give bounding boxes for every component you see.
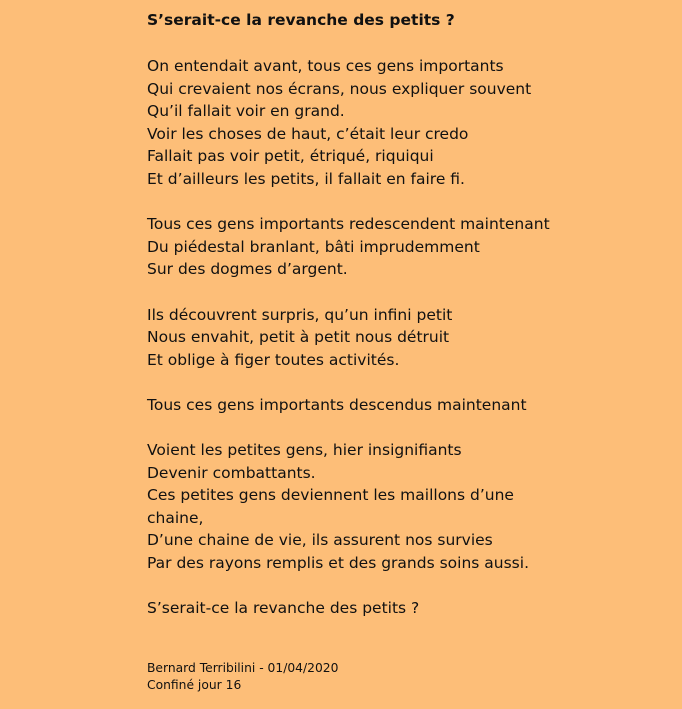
poem-line: Par des rayons remplis et des grands soins aussi.: [147, 554, 529, 573]
poem-line: Sur des dogmes d’argent.: [147, 260, 348, 279]
poem-line: Nous envahit, petit à petit nous détruit: [147, 328, 450, 347]
stanza-6: [147, 597, 667, 620]
poem-line: D’une chaine de vie, ils assurent nos survies: [147, 531, 493, 550]
poem-line: Qu’il fallait voir en grand.: [147, 102, 345, 121]
confinement-note: Confiné jour 16: [147, 678, 242, 692]
poem-line: Et oblige à figer toutes activités.: [147, 350, 400, 369]
stanza-gap: [147, 417, 667, 440]
signature: [147, 660, 338, 694]
author-date: Bernard Terribilini - 01/04/2020: [147, 661, 339, 675]
poem-line: Du piédestal branlant, bâti imprudemment: [147, 237, 480, 256]
poem-line: On entendait avant, tous ces gens importants: [147, 57, 504, 75]
poem-title: S’serait-ce la revanche des petits ?: [147, 11, 455, 29]
poem-body: [147, 55, 667, 620]
poem-line: Voient les petites gens, hier insignifiants: [147, 441, 462, 460]
poem-line: Voir les choses de haut, c’était leur credo: [147, 124, 469, 143]
stanza-3: [147, 304, 667, 372]
poem-line: S’serait-ce la revanche des petits ?: [147, 599, 420, 618]
poem-line: Tous ces gens importants descendus maintenant: [147, 395, 527, 414]
stanza-gap: [147, 191, 667, 214]
stanza-gap: [147, 281, 667, 304]
stanza-gap: [147, 371, 667, 394]
stanza-4: [147, 394, 667, 417]
poem-line: Qui crevaient nos écrans, nous expliquer souvent: [147, 79, 532, 98]
poem-line: Tous ces gens importants redescendent maintenant: [147, 215, 550, 234]
poem-line: Devenir combattants.: [147, 463, 316, 482]
stanza-2: [147, 213, 667, 281]
poem-line: Ces petites gens deviennent les maillons d’une: [147, 486, 514, 505]
poem-line: Et d’ailleurs les petits, il fallait en faire fi.: [147, 169, 465, 188]
poem-line: Fallait pas voir petit, étriqué, riquiqui: [147, 147, 434, 166]
poem-line: chaine,: [147, 508, 204, 527]
stanza-gap: [147, 575, 667, 598]
poem-line: Ils découvrent surpris, qu’un infini petit: [147, 305, 453, 324]
stanza-5: [147, 439, 667, 575]
stanza-1: [147, 55, 667, 191]
